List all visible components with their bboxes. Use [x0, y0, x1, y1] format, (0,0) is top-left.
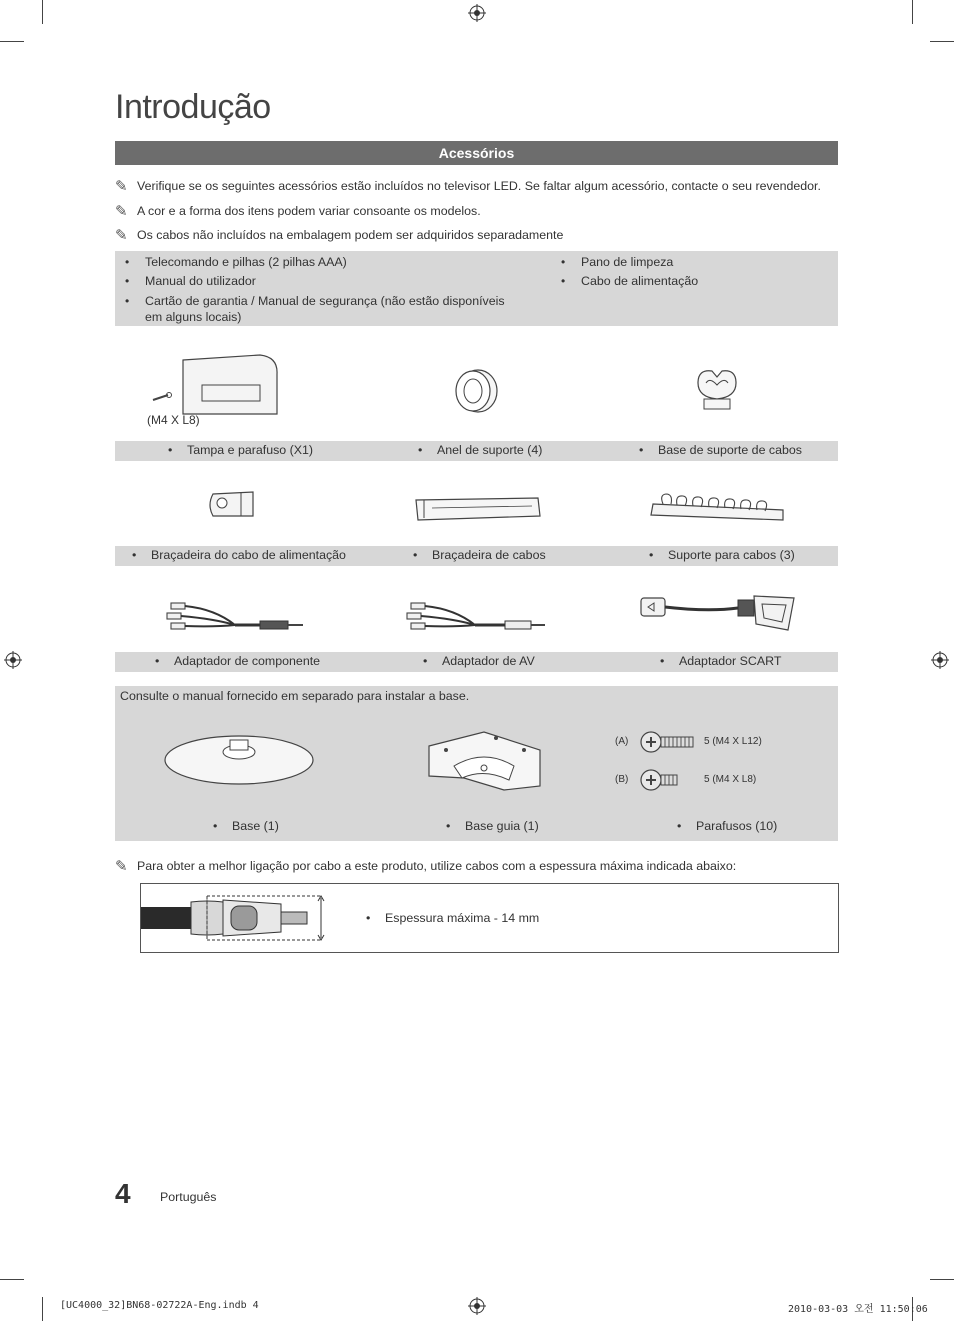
crop-mark: [0, 1279, 24, 1280]
item-label: • Adaptador de AV: [442, 654, 535, 668]
power-cord-clamp-image: [205, 488, 260, 522]
list-item: • Telecomando e pilhas (2 pilhas AAA): [125, 255, 347, 269]
crop-mark: [912, 0, 913, 24]
note-pencil-icon: ✎: [115, 178, 128, 195]
note-text: Para obter a melhor ligação por cabo a este produto, utilize cabos com a espessura máxima indicada abaixo:: [137, 859, 737, 873]
screw-b-tag: (B): [615, 774, 629, 785]
crop-mark: [42, 0, 43, 24]
note-pencil-icon: ✎: [115, 227, 128, 244]
scart-adapter-image: [638, 590, 800, 638]
item-label: • Base de suporte de cabos: [658, 443, 802, 457]
stand-guide-image: [424, 728, 544, 796]
registration-mark-icon: [4, 651, 22, 669]
cable-spec: • Espessura máxima - 14 mm: [385, 911, 539, 925]
list-item: • Pano de limpeza: [561, 255, 674, 269]
language-label: Português: [160, 1190, 217, 1204]
item-label: • Adaptador SCART: [679, 654, 781, 668]
note-pencil-icon: ✎: [115, 203, 128, 220]
registration-mark-icon: [468, 4, 486, 22]
note-pencil-icon: ✎: [115, 858, 128, 875]
crop-mark: [930, 1279, 954, 1280]
item-label: • Tampa e parafuso (X1): [187, 443, 313, 457]
note-item: [115, 226, 563, 244]
crop-mark: [42, 1297, 43, 1321]
item-label: • Adaptador de componente: [174, 654, 320, 668]
list-item: • Cartão de garantia / Manual de segurança (não estão disponíveis em alguns locais): [125, 294, 505, 324]
note-text: Verifique se os seguintes acessórios estão incluídos no televisor LED. Se faltar algum acessório, contacte o seu revendedor.: [137, 179, 821, 193]
cover-and-screw-image: [150, 352, 285, 422]
registration-mark-icon: [931, 651, 949, 669]
support-ring-image: [452, 368, 500, 414]
note-text: Os cabos não incluídos na embalagem podem ser adquiridos separadamente: [137, 228, 564, 242]
component-adapter-image: [165, 595, 307, 635]
page-title: Introdução: [115, 88, 271, 126]
list-item: • Cabo de alimentação: [561, 274, 699, 288]
note-text: A cor e a forma dos itens podem variar consoante os modelos.: [137, 204, 481, 218]
crop-mark: [0, 41, 24, 42]
item-label: • Anel de suporte (4): [437, 443, 542, 457]
stand-base-image: [162, 728, 317, 788]
note-item: [115, 857, 736, 875]
screw-b-icon: [640, 766, 682, 794]
item-label: • Base guia (1): [465, 819, 539, 833]
page-number: 4: [115, 1178, 131, 1209]
item-label: • Braçadeira do cabo de alimentação: [151, 548, 346, 562]
item-label: • Base (1): [232, 819, 279, 833]
screw-a-tag: (A): [615, 736, 629, 747]
item-label: • Braçadeira de cabos: [432, 548, 546, 562]
item-label: • Parafusos (10): [696, 819, 777, 833]
note-item: [115, 177, 821, 195]
cable-thickness-diagram: [141, 890, 331, 946]
screw-a-spec: 5 (M4 X L12): [704, 736, 762, 747]
cable-tie-image: [412, 496, 542, 524]
screw-b-spec: 5 (M4 X L8): [704, 774, 757, 785]
cable-holder-base-image: [692, 365, 742, 415]
stand-note: Consulte o manual fornecido em separado para instalar a base.: [120, 689, 470, 703]
crop-mark: [930, 41, 954, 42]
section-banner: Acessórios: [115, 141, 838, 165]
screw-a-icon: [640, 728, 698, 756]
registration-mark-icon: [468, 1297, 486, 1315]
print-date-info: 2010-03-03 오전 11:50:06: [788, 1304, 928, 1315]
note-item: [115, 202, 481, 220]
print-file-info: [UC4000_32]BN68-02722A-Eng.indb 4: [60, 1300, 259, 1311]
cable-support-image: [647, 490, 789, 525]
screw-size-label: (M4 X L8): [147, 413, 200, 427]
list-item: • Manual do utilizador: [125, 274, 256, 288]
av-adapter-image: [405, 595, 547, 635]
item-label: • Suporte para cabos (3): [668, 548, 795, 562]
